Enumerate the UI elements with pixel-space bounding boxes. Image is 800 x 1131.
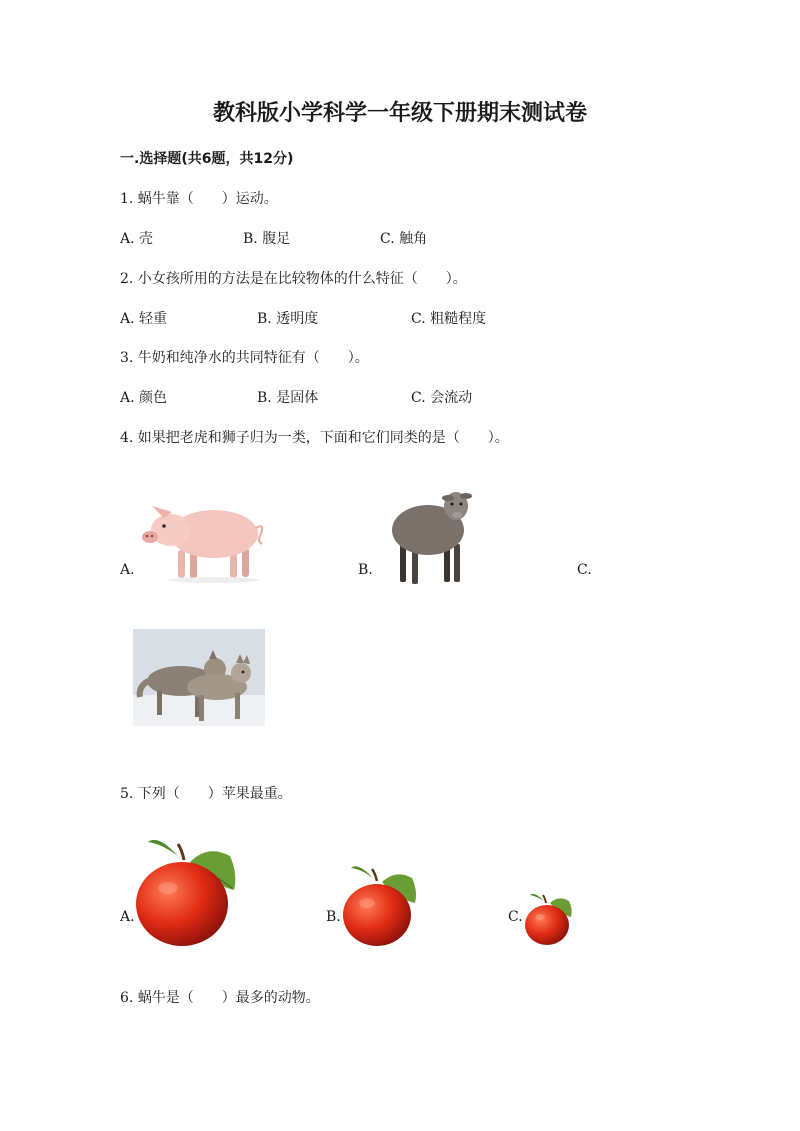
question-1-option-c: C. 触角 [380,231,428,247]
question-2-text: 2. 小女孩所用的方法是在比较物体的什么特征（ ）。 [120,271,467,287]
question-5-option-b: B. [326,909,341,925]
page-title: 教科版小学科学一年级下册期末测试卷 [212,101,587,126]
question-6-text: 6. 蜗牛是（ ）最多的动物。 [120,990,320,1006]
medium-apple-image [341,863,423,949]
large-apple-image [134,836,242,948]
question-2-option-a: A. 轻重 [120,311,168,327]
question-3-option-b: B. 是固体 [257,390,319,406]
question-1-option-a: A. 壳 [120,231,154,247]
question-4-text: 4. 如果把老虎和狮子归为一类，下面和它们同类的是（ ）。 [120,430,509,446]
question-5-option-a: A. [120,909,135,925]
pig-image [138,488,270,584]
sheep-image [386,488,474,588]
question-5-text: 5. 下列（ ）苹果最重。 [120,786,292,802]
question-4-option-b: B. [358,562,373,578]
section-heading: 一.选择题(共6题，共12分) [120,151,294,167]
question-3-option-a: A. 颜色 [120,390,168,406]
question-1-text: 1. 蜗牛靠（ ）运动。 [120,191,278,207]
question-4-option-a: A. [120,562,135,578]
wolves-image [133,629,265,726]
question-5-option-c: C. [508,909,523,925]
question-2-option-c: C. 粗糙程度 [411,311,487,327]
question-1-option-b: B. 腹足 [243,231,291,247]
question-3-text: 3. 牛奶和纯净水的共同特征有（ ）。 [120,350,369,366]
small-apple-image [523,891,577,947]
question-2-option-b: B. 透明度 [257,311,319,327]
question-3-option-c: C. 会流动 [411,390,473,406]
question-4-option-c: C. [577,562,592,578]
